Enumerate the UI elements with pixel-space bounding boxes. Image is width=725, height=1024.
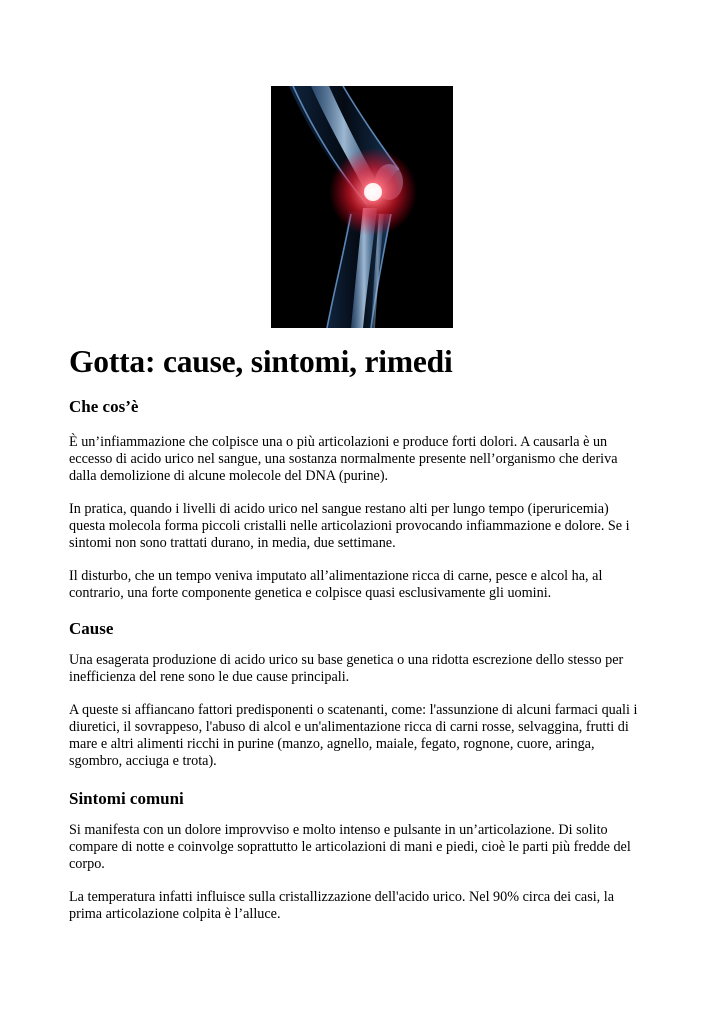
- paragraph: [69, 501, 661, 552]
- text-line: inefficienza del rene sono le due cause principali.: [69, 669, 350, 685]
- page-title: Gotta: cause, sintomi, rimedi: [69, 344, 453, 379]
- paragraph: [69, 434, 661, 485]
- text-line: sintomi non sono trattati durano, in media, due settimane.: [69, 535, 396, 551]
- text-line: A queste si affiancano fattori predisponenti o scatenanti, come: l'assunzione di alcuni farmaci quali i: [69, 702, 638, 718]
- text-line: mare e altri alimenti ricchi in purine (manzo, agnello, maiale, fegato, rognone, cuore, aringa,: [69, 736, 595, 752]
- text-line: questa molecola forma piccoli cristalli nelle articolazioni provocando infiammazione e dolore. Se i: [69, 518, 630, 534]
- section-heading-cause: Cause: [69, 619, 114, 638]
- section-heading-sintomi-comuni: Sintomi comuni: [69, 789, 184, 808]
- text-line: La temperatura infatti influisce sulla cristallizzazione dell'acido urico. Nel 90% circa dei casi, la: [69, 889, 614, 905]
- paragraph: [69, 822, 661, 873]
- text-line: È un’infiammazione che colpisce una o più articolazioni e produce forti dolori. A causarla è un: [69, 434, 608, 450]
- text-line: In pratica, quando i livelli di acido urico nel sangue restano alti per lungo tempo (iperuricemia): [69, 501, 609, 517]
- paragraph: [69, 702, 661, 770]
- paragraph: [69, 889, 661, 923]
- paragraph: [69, 652, 661, 686]
- section-heading-che-cose: Che cos’è: [69, 397, 139, 416]
- text-line: Una esagerata produzione di acido urico su base genetica o una ridotta escrezione dello stesso per: [69, 652, 624, 668]
- text-line: eccesso di acido urico nel sangue, una sostanza normalmente presente nell’organismo che deriva: [69, 451, 618, 467]
- text-line: compare di notte e coinvolge soprattutto le articolazioni di mani e piedi, cioè le parti più fredde del: [69, 839, 631, 855]
- text-line: contrario, una forte componente genetica e colpisce quasi esclusivamente gli uomini.: [69, 585, 552, 601]
- text-line: prima articolazione colpita è l’alluce.: [69, 906, 281, 922]
- paragraph: [69, 568, 661, 602]
- knee-illustration: [271, 86, 453, 328]
- text-line: Si manifesta con un dolore improvviso e molto intenso e pulsante in un’articolazione. Di solito: [69, 822, 608, 838]
- text-line: corpo.: [69, 856, 105, 872]
- article-content: [69, 340, 661, 923]
- knee-joint-image: [271, 86, 453, 328]
- text-line: dalla demolizione di alcune molecole del DNA (purine).: [69, 468, 389, 484]
- text-line: Il disturbo, che un tempo veniva imputato all’alimentazione ricca di carne, pesce e alcol ha, al: [69, 568, 603, 584]
- text-line: sgombro, acciuga e trota).: [69, 753, 217, 769]
- text-line: diuretici, il sovrappeso, l'abuso di alcol e un'alimentazione ricca di carni rosse, selvaggina, frutti di: [69, 719, 629, 735]
